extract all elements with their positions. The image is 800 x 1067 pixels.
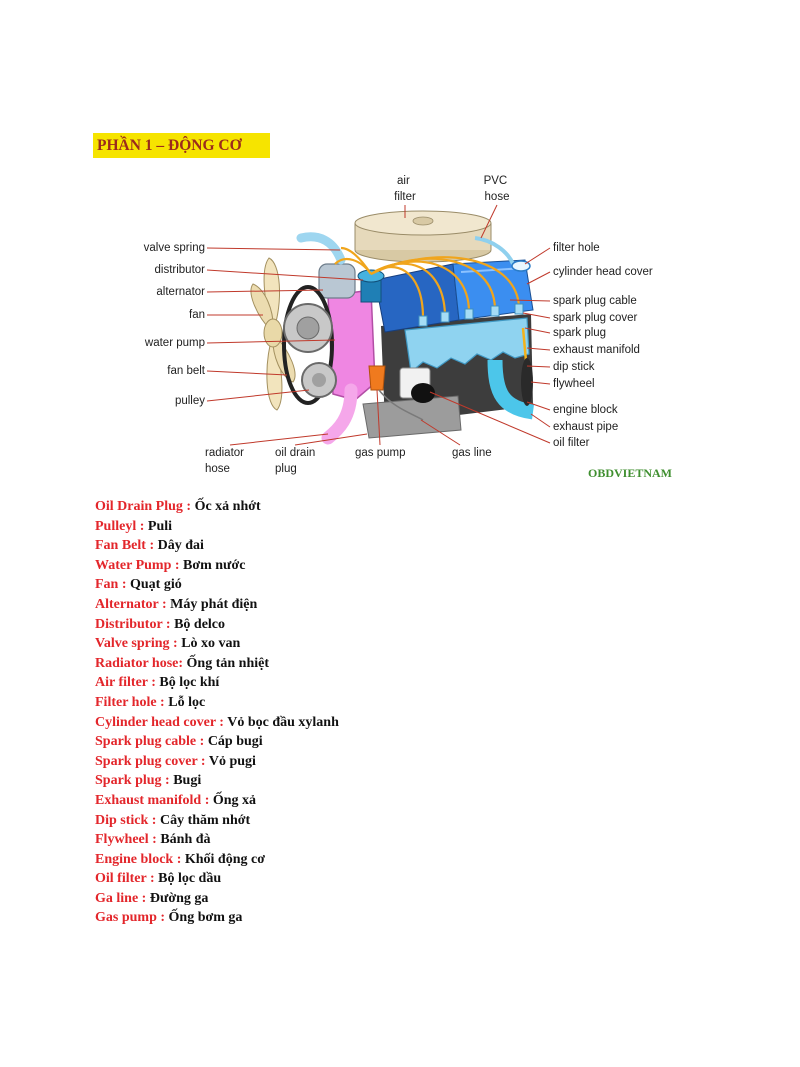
glossary-term: Fan : — [95, 577, 127, 593]
label-fan: fan — [189, 309, 205, 321]
glossary-term: Engine block : — [95, 851, 182, 867]
label-pulley: pulley — [174, 395, 205, 407]
glossary-item — [95, 556, 339, 576]
glossary-item — [95, 497, 339, 517]
glossary-term: Ga line : — [95, 890, 147, 906]
glossary-term: Exhaust manifold : — [95, 792, 210, 808]
glossary-definition: Bộ lọc khí — [159, 675, 220, 691]
section-heading — [93, 133, 270, 158]
air-filter-part — [355, 211, 491, 262]
label-spark-plug: spark plug — [553, 327, 607, 339]
section-heading-text: PHẦN 1 – ĐỘNG CƠ — [97, 136, 242, 154]
glossary-item — [95, 634, 339, 654]
watermark: OBDVIETNAM — [587, 466, 672, 480]
label-dip-stick: dip stick — [553, 361, 595, 373]
glossary-definition: Cây thăm nhớt — [159, 812, 251, 828]
label-distributor: distributor — [154, 264, 205, 276]
glossary-term: Air filter : — [95, 675, 156, 691]
glossary-definition: Cáp bugi — [207, 734, 263, 750]
glossary-definition: Khối động cơ — [184, 851, 265, 867]
glossary-item — [95, 673, 339, 693]
glossary-term: Spark plug : — [95, 773, 170, 789]
glossary-item — [95, 752, 339, 772]
glossary-definition: Ống xả — [212, 792, 257, 808]
glossary-term: Dip stick : — [95, 812, 157, 828]
label-fan-belt: fan belt — [167, 365, 205, 377]
glossary-definition: Ống tản nhiệt — [186, 655, 269, 671]
glossary-definition: Bánh đà — [160, 832, 211, 848]
glossary-definition: Vỏ pugi — [208, 753, 256, 769]
glossary-definition: Bộ delco — [174, 616, 226, 632]
glossary-term: Oil filter : — [95, 871, 155, 887]
glossary-definition: Bugi — [173, 773, 202, 789]
alternator-part — [319, 264, 355, 298]
label-gas-pump: gas pump — [355, 447, 406, 459]
glossary-term: Valve spring : — [95, 636, 178, 652]
glossary-definition: Quạt gió — [130, 577, 182, 593]
glossary-definition: Dây đai — [157, 538, 204, 554]
glossary-definition: Lỗ lọc — [168, 694, 206, 710]
glossary-term: Flywheel : — [95, 832, 157, 848]
glossary-list — [95, 497, 339, 928]
glossary-item — [95, 575, 339, 595]
glossary-term: Gas pump : — [95, 910, 166, 926]
glossary-definition: Bộ lọc dầu — [158, 871, 222, 887]
label-water-pump: water pump — [144, 337, 205, 349]
label-spark-plug-cover: spark plug cover — [553, 312, 638, 324]
glossary-item — [95, 771, 339, 791]
glossary-term: Alternator : — [95, 596, 167, 612]
label-exhaust-pipe: exhaust pipe — [553, 421, 619, 433]
glossary-definition: Vỏ bọc đầu xylanh — [227, 714, 339, 730]
glossary-item — [95, 850, 339, 870]
label-alternator: alternator — [156, 286, 205, 298]
label-oil-filter: oil filter — [553, 437, 590, 449]
label-flywheel: flywheel — [553, 378, 595, 390]
glossary-item — [95, 830, 339, 850]
glossary-item — [95, 595, 339, 615]
label-cylinder-head-cover: cylinder head cover — [553, 266, 653, 278]
glossary-definition: Puli — [147, 518, 173, 534]
glossary-definition: Ống bơm ga — [168, 910, 243, 926]
glossary-definition: Bơm nước — [183, 557, 246, 573]
glossary-definition: Ốc xả nhớt — [194, 499, 261, 514]
glossary-term: Distributor : — [95, 616, 171, 632]
glossary-item — [95, 791, 339, 811]
glossary-item — [95, 811, 339, 831]
glossary-term: Oil Drain Plug : — [95, 499, 192, 514]
glossary-item — [95, 889, 339, 909]
glossary-term: Radiator hose: — [95, 655, 184, 671]
label-pvc-hose: PVC hose — [483, 175, 510, 203]
glossary-item — [95, 908, 339, 928]
glossary-term: Spark plug cable : — [95, 734, 205, 750]
distributor-part — [358, 270, 384, 302]
label-oil-drain-plug: oil drain plug — [275, 447, 316, 475]
glossary-term: Fan Belt : — [95, 538, 155, 554]
glossary-item — [95, 732, 339, 752]
label-gas-line: gas line — [452, 447, 492, 459]
glossary-term: Filter hole : — [95, 694, 165, 710]
glossary-item — [95, 517, 339, 537]
gas-pump-part — [369, 366, 385, 390]
glossary-definition: Lò xo van — [181, 636, 241, 652]
oil-filter-part — [400, 368, 435, 403]
label-filter-hole: filter hole — [553, 242, 600, 254]
glossary-definition: Máy phát điện — [170, 596, 258, 612]
label-engine-block: engine block — [553, 404, 618, 416]
label-spark-plug-cable: spark plug cable — [553, 295, 637, 307]
glossary-item — [95, 615, 339, 635]
label-exhaust-manifold: exhaust manifold — [553, 344, 640, 356]
glossary-item — [95, 536, 339, 556]
glossary-term: Water Pump : — [95, 557, 180, 573]
glossary-item — [95, 713, 339, 733]
glossary-definition: Đường ga — [149, 890, 209, 906]
engine-diagram — [123, 168, 678, 483]
glossary-item — [95, 869, 339, 889]
label-radiator-hose: radiator hose — [205, 447, 244, 475]
label-valve-spring: valve spring — [143, 242, 205, 254]
glossary-term: Cylinder head cover : — [95, 714, 224, 730]
glossary-term: Pulleyl : — [95, 518, 145, 534]
glossary-item — [95, 693, 339, 713]
glossary-item — [95, 654, 339, 674]
label-air-filter: air filter — [394, 175, 416, 203]
glossary-term: Spark plug cover : — [95, 753, 206, 769]
